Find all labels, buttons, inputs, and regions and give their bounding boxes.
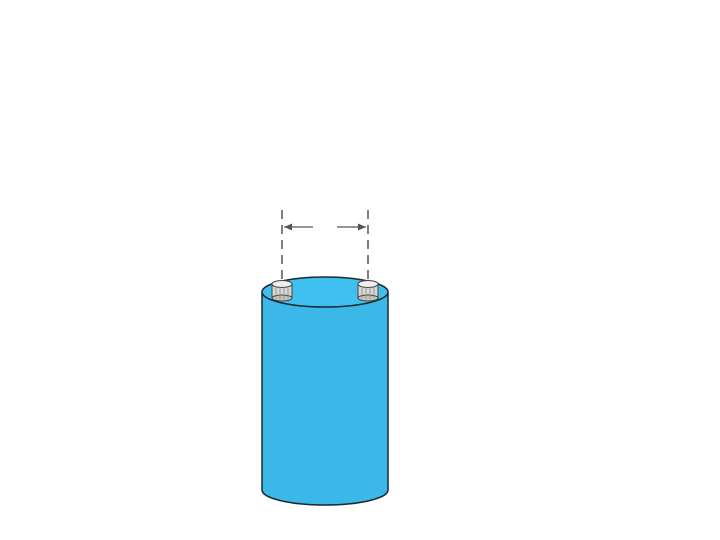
negative-terminal [358,281,378,302]
positive-terminal [272,281,292,302]
battery-diagram [250,200,400,510]
battery-body [262,292,388,505]
right-arrow-head [358,224,366,231]
left-arrow-head [284,224,292,231]
emf-label-background [313,212,337,240]
